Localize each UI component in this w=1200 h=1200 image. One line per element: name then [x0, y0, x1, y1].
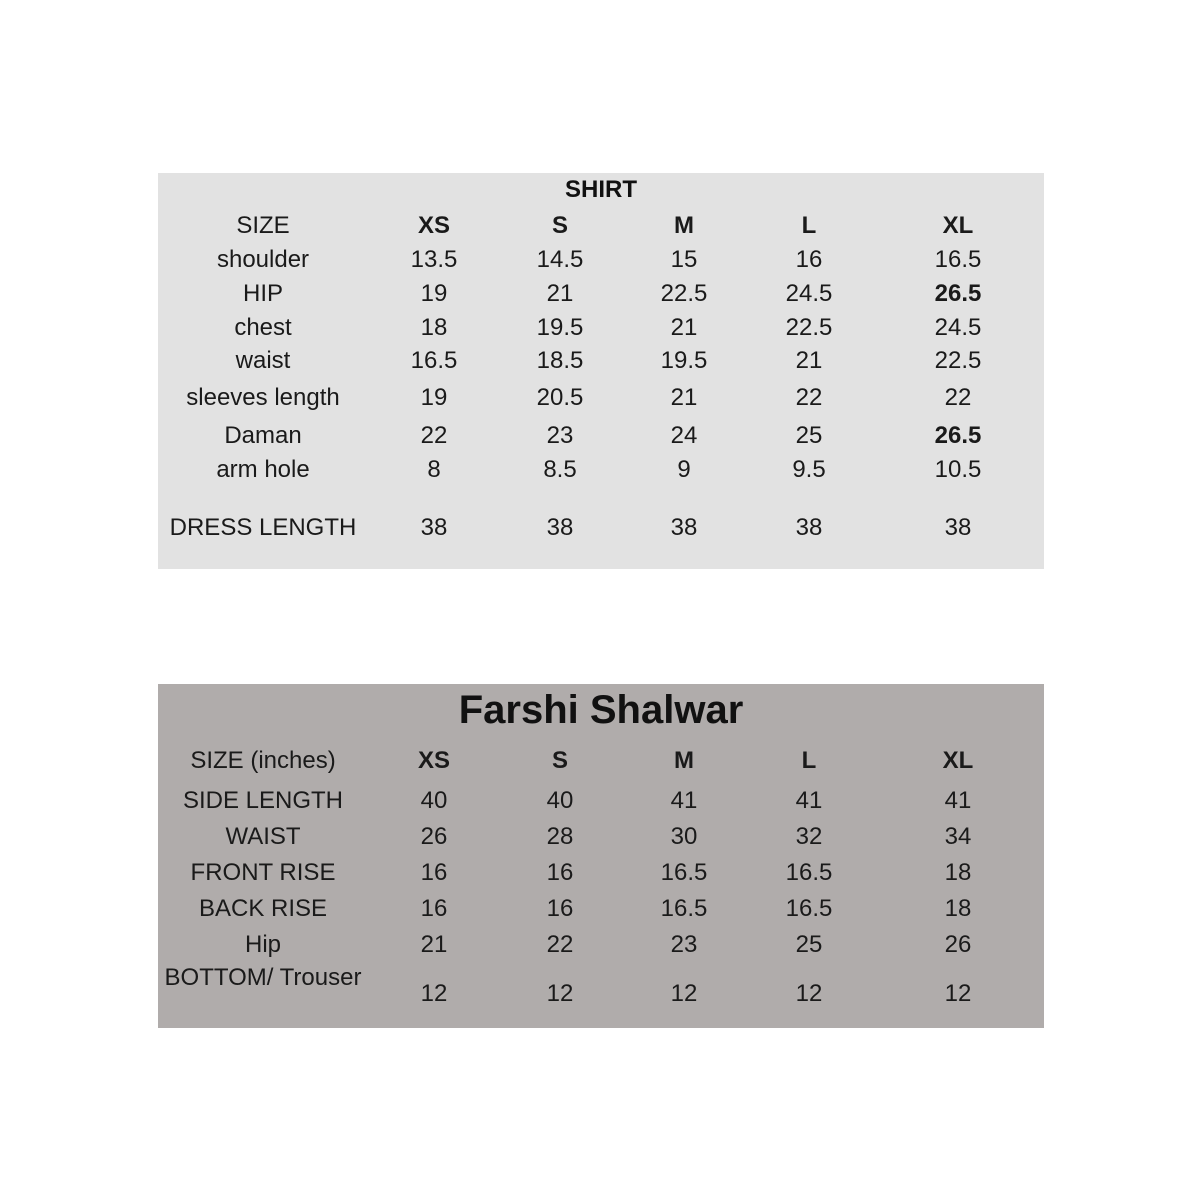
value-xs: 18	[420, 314, 448, 341]
value-xl: 26.5	[934, 280, 982, 307]
table-row	[158, 311, 1044, 345]
value-m: 22.5	[660, 280, 708, 307]
table-row	[158, 511, 1044, 545]
value-xl: 18	[944, 859, 972, 886]
value-xs: 38	[420, 514, 448, 541]
table-row	[158, 419, 1044, 453]
header-l: L	[801, 747, 817, 774]
value-l: 16.5	[785, 895, 833, 922]
header-s: S	[551, 747, 568, 774]
value-l: 32	[795, 823, 823, 850]
value-m: 16.5	[660, 895, 708, 922]
value-s: 23	[546, 422, 574, 449]
table-row	[158, 856, 1044, 890]
value-m: 12	[670, 980, 698, 1007]
value-xs: 26	[420, 823, 448, 850]
value-xl: 24.5	[934, 314, 982, 341]
table-row	[158, 243, 1044, 277]
value-m: 21	[670, 384, 698, 411]
value-s: 16	[546, 859, 574, 886]
value-s: 8.5	[543, 456, 577, 483]
value-xs: 16	[420, 859, 448, 886]
table-row	[158, 784, 1044, 818]
value-xs: 19	[420, 280, 448, 307]
row-label: DRESS LENGTH	[169, 514, 357, 541]
header-m: M	[674, 212, 694, 239]
value-m: 23	[670, 931, 698, 958]
row-label: BACK RISE	[198, 895, 328, 922]
table-row	[158, 962, 1044, 1026]
header-xl: XL	[942, 747, 974, 774]
value-l: 24.5	[785, 280, 833, 307]
header-l: L	[801, 212, 817, 239]
value-l: 38	[795, 514, 823, 541]
value-m: 21	[670, 314, 698, 341]
value-m: 19.5	[660, 347, 708, 374]
value-xs: 8	[427, 456, 441, 483]
value-xs: 16	[420, 895, 448, 922]
value-l: 25	[795, 931, 823, 958]
header-label: SIZE	[236, 212, 290, 239]
value-xl: 22	[944, 384, 972, 411]
row-label: Hip	[244, 931, 281, 958]
value-m: 15	[670, 246, 698, 273]
table-row	[158, 344, 1044, 378]
value-xs: 13.5	[410, 246, 458, 273]
value-xs: 19	[420, 384, 448, 411]
header-label: SIZE (inches)	[190, 747, 336, 774]
value-s: 16	[546, 895, 574, 922]
value-m: 24	[670, 422, 698, 449]
shalwar-size-chart	[158, 684, 1044, 1028]
value-xl: 18	[944, 895, 972, 922]
shirt-header-row	[158, 209, 1044, 243]
value-s: 21	[546, 280, 574, 307]
value-xl: 16.5	[934, 246, 982, 273]
header-xs: XS	[417, 212, 450, 239]
value-s: 22	[546, 931, 574, 958]
value-s: 12	[546, 980, 574, 1007]
shalwar-header-row	[158, 744, 1044, 778]
row-label: Daman	[224, 422, 302, 449]
value-l: 25	[795, 422, 823, 449]
value-xl: 26.5	[934, 422, 982, 449]
value-m: 30	[670, 823, 698, 850]
value-xs: 21	[420, 931, 448, 958]
row-label: SIDE LENGTH	[182, 787, 344, 814]
header-s: S	[551, 212, 568, 239]
value-xl: 10.5	[934, 456, 982, 483]
shirt-size-chart	[158, 173, 1044, 569]
value-xl: 26	[944, 931, 972, 958]
row-label: arm hole	[216, 456, 310, 483]
value-l: 9.5	[792, 456, 826, 483]
row-label: chest	[234, 314, 292, 341]
row-label: shoulder	[216, 246, 310, 273]
value-s: 40	[546, 787, 574, 814]
row-label: BOTTOM/ Trouser	[164, 964, 362, 991]
value-xs: 40	[420, 787, 448, 814]
header-xl: XL	[942, 212, 974, 239]
value-xl: 34	[944, 823, 972, 850]
value-s: 19.5	[536, 314, 584, 341]
value-m: 16.5	[660, 859, 708, 886]
table-row	[158, 277, 1044, 311]
value-m: 41	[670, 787, 698, 814]
table-row	[158, 892, 1044, 926]
value-xl: 38	[944, 514, 972, 541]
shalwar-chart-title: Farshi Shalwar	[458, 688, 744, 732]
value-s: 28	[546, 823, 574, 850]
shirt-chart-title: SHIRT	[565, 176, 637, 203]
value-s: 38	[546, 514, 574, 541]
table-row	[158, 820, 1044, 854]
value-l: 12	[795, 980, 823, 1007]
table-row	[158, 381, 1044, 415]
value-m: 38	[670, 514, 698, 541]
header-xs: XS	[417, 747, 450, 774]
value-xl: 22.5	[934, 347, 982, 374]
value-xs: 12	[420, 980, 448, 1007]
header-m: M	[674, 747, 694, 774]
table-row	[158, 453, 1044, 487]
value-l: 22	[795, 384, 823, 411]
value-s: 14.5	[536, 246, 584, 273]
row-label: FRONT RISE	[190, 859, 336, 886]
value-l: 16.5	[785, 859, 833, 886]
value-m: 9	[677, 456, 691, 483]
value-l: 16	[795, 246, 823, 273]
value-l: 22.5	[785, 314, 833, 341]
value-xs: 16.5	[410, 347, 458, 374]
value-l: 21	[795, 347, 823, 374]
value-xl: 12	[944, 980, 972, 1007]
row-label: waist	[235, 347, 291, 374]
value-s: 18.5	[536, 347, 584, 374]
value-xl: 41	[944, 787, 972, 814]
value-l: 41	[795, 787, 823, 814]
table-row	[158, 928, 1044, 962]
row-label: WAIST	[225, 823, 301, 850]
row-label: sleeves length	[186, 384, 340, 411]
row-label: HIP	[242, 280, 283, 307]
value-s: 20.5	[536, 384, 584, 411]
value-xs: 22	[420, 422, 448, 449]
